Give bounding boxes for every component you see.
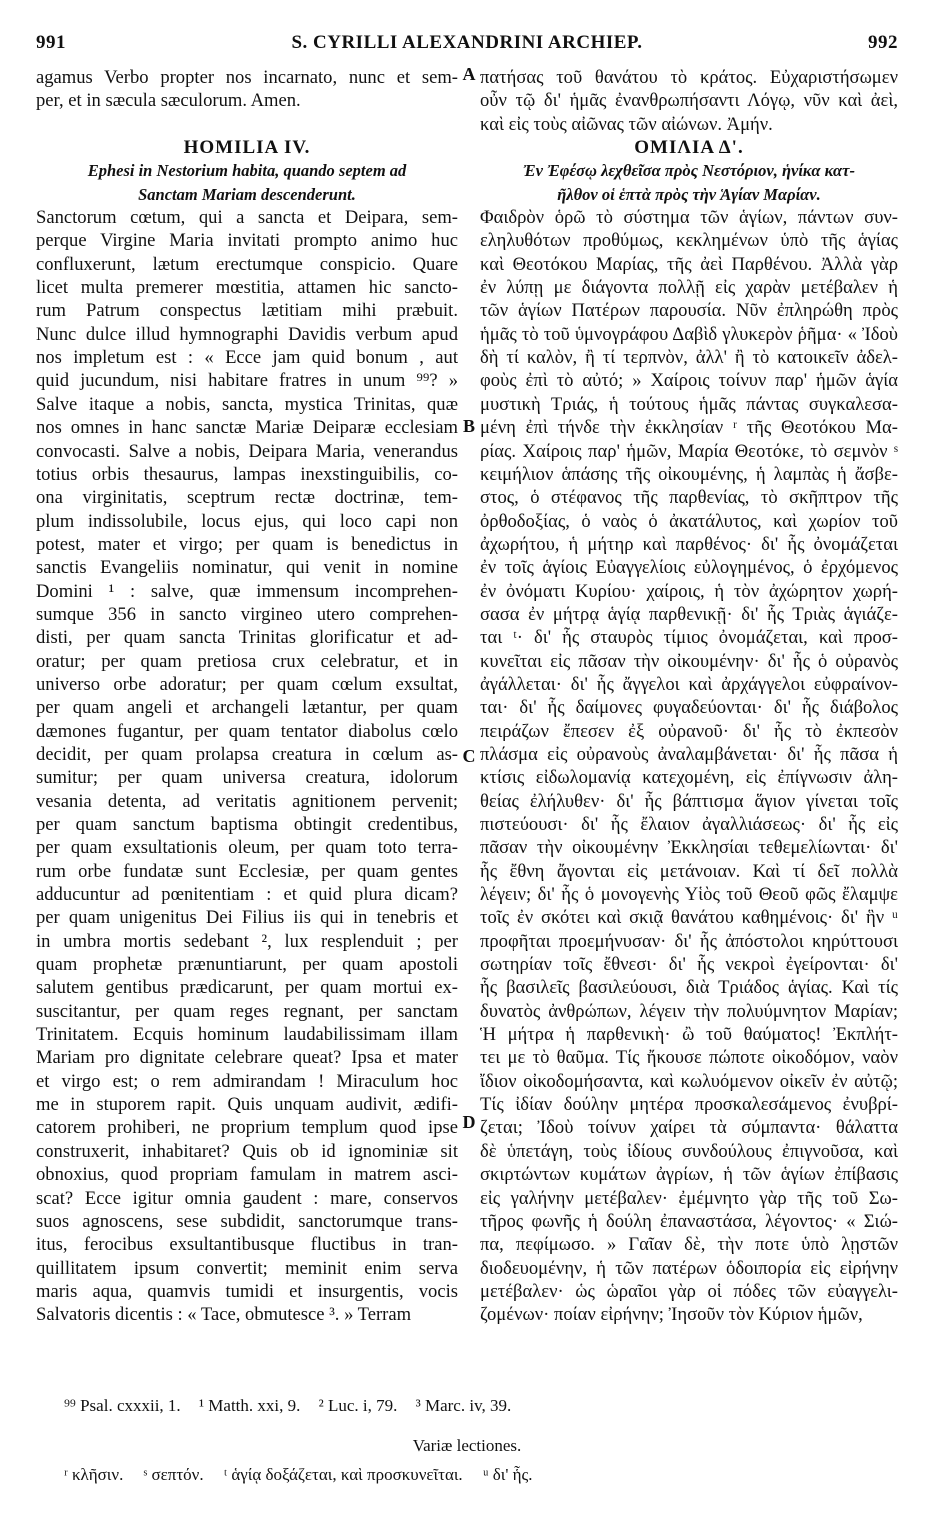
greek-text-line: μετέβαλεν· ὡς ὡραῖοι γὰρ οἱ πόδες τῶν εὐαγγελι- — [480, 1280, 898, 1302]
greek-text-line: φοὺς ἐπὶ τὸ αὐτό; » Χαίροις τοίνυν παρ' ἡμῶν ἁγία — [480, 370, 898, 392]
latin-text-line: HOMILIA IV. — [183, 137, 311, 159]
latin-text-line: quillitatem ipsum convertit; meminit enim serva — [36, 1257, 458, 1279]
greek-text-line: Ἐν Ἐφέσῳ λεχθεῖσα πρὸς Νεστόριον, ἡνίκα κατ- — [523, 161, 855, 181]
latin-text-line: quid jucundum, nisi habitare fratres in unum ⁹⁹? » — [36, 370, 458, 392]
greek-text-line: ἐν τοῖς ἁγίοις Εὐαγγελίοις εὐλογημένος, ὁ ἐρχόμενος — [480, 557, 898, 579]
greek-text-line: μένη ἐπὶ τήνδε τὴν ἐκκλησίαν ʳ τῆς Θεοτόκου Μα- — [480, 417, 898, 439]
latin-text-line: sumitur; per quam universa creatura, idolorum — [36, 767, 458, 789]
latin-text-line: ona virginitatis, sceptrum rectæ doctrinæ, tem- — [36, 487, 458, 509]
greek-text-line: ῆλθον οἱ ἑπτὰ πρὸς τὴν Ἁγίαν Μαρίαν. — [557, 184, 821, 204]
latin-text-line: dæmones fugantur, per quam tentator diabolus cœlo — [36, 720, 458, 742]
footnote: ⁹⁹ Psal. cxxxii, 1. — [64, 1396, 181, 1415]
latin-text-line: Trinitatem. Ecquis hominum laudabilissimam illam — [36, 1024, 458, 1046]
greek-text-line: οὖν τῷ δι' ἡμᾶς ἐνανθρωπήσαντι Λόγῳ, νῦν καὶ ἀεὶ, — [480, 90, 898, 112]
greek-text-line: ται ᵗ· δι' ἧς σταυρὸς τίμιος ὀνομάζεται, καὶ προσ- — [480, 627, 898, 649]
greek-text-line: πιστεύουσι· δι' ἧς ἔλαιον ἀγαλλιάσεως· δι' ἧς εἰς — [480, 814, 898, 835]
latin-text-line: suscitantur, per quam reges regnant, per sanctam — [36, 1000, 458, 1022]
latin-text-line: suos agnoscens, sese subdidit, sanctorumque trans- — [36, 1210, 458, 1232]
greek-text-line: σασα ἐν μήτρᾳ ἁγίᾳ παρθενικῇ· δι' ἧς Τριὰς ἁγιάζε- — [480, 603, 898, 625]
greek-text-line: θείας ἐλήλυθεν· δι' ἧς βάπτισμα ἅγιον γίνεται τοῖς — [480, 790, 898, 812]
latin-text-line: per, et in sæcula sæculorum. Amen. — [36, 90, 301, 112]
greek-text-line: εἰς γαλήνην μετέβαλεν· ἐμέμνητο γὰρ τῆς τοῦ Σω- — [480, 1187, 898, 1209]
latin-text-line: agamus Verbo propter nos incarnato, nunc et sem- — [36, 67, 458, 88]
latin-text-line — [36, 113, 458, 136]
greek-text-line: τῆρος φωνῆς ἡ δούλη ἐπαναστάσα, λέγοντος· « Σιώ- — [480, 1210, 898, 1232]
greek-text-line: καὶ Θεοτόκου Μαρίας, τῆς ἀεὶ Παρθένου. Ἀλλὰ γὰρ — [480, 253, 898, 275]
latin-column — [36, 66, 458, 1327]
greek-text-line: εληλυθότων προθύμως, κεκλημένων ὑπὸ τῆς ἁγίας — [480, 230, 898, 252]
latin-text-line: Sanctorum cœtum, qui a sancta et Deipara, sem- — [36, 207, 458, 229]
latin-text-line: universo orbe adoratur; per quam cœlum exsultat, — [36, 673, 458, 695]
greek-text-line: δὲ ὑπετάγη, τοὺς ἰδίους συνδούλους ἐπιγνοῦσα, καὶ — [480, 1140, 898, 1162]
greek-text-line: ἧς βασιλεῖς βασιλεύουσι, διὰ Τριάδος ἁγίας. Καὶ τίς — [480, 977, 898, 999]
variant-reading: ᵗ ἁγίᾳ δοξάζεται, καὶ προσκυνεῖται. — [223, 1465, 463, 1484]
latin-text-line: nos omnes in hanc sanctæ Mariæ Deiparæ ecclesiam — [36, 417, 458, 439]
greek-column — [480, 66, 898, 1327]
greek-text-line: διοδευομένην, ἡ τῶν πατέρων ὁδοιπορία εἰς εἰρήνην — [480, 1257, 898, 1279]
margin-marker-c: C — [462, 746, 476, 766]
latin-text-line: Mariam pro dignitate celebrare queat? Ipsa et mater — [36, 1047, 458, 1069]
latin-text-line: construxerit, inhabitaret? Quis ob id ignominiæ sit — [36, 1140, 458, 1162]
greek-text-line: Τίς ἰδίαν δούλην μητέρα προσκαλεσάμενος ἐνυβρί- — [480, 1094, 898, 1116]
latin-text-line: oratur; per quam pretiosa crux celebratur, et in — [36, 650, 458, 672]
greek-text-line: ται· δι' ἧς δαίμονες φυγαδεύονται· δι' ἧς διάβολος — [480, 697, 898, 719]
greek-text-line: Ἡ μήτρα ἡ παρθενικὴ· ὢ τοῦ θαύματος! Ἐκπλήτ- — [480, 1024, 898, 1046]
latin-text-line: catorem prohiberi, ne proprium templum quod ipse — [36, 1117, 458, 1139]
footnote: ¹ Matth. xxi, 9. — [198, 1396, 301, 1415]
greek-text-line: κτίσις εἰδωλομανίᾳ κατεχομένη, εἰς ἐπίγνωσιν ἀλη- — [480, 767, 898, 789]
greek-text-line: τοῖς ἐν σκότει καὶ σκιᾷ θανάτου καθημένοις· δι' ἣν ᵘ — [480, 907, 898, 929]
greek-text-line: ζομένων· ποίαν εἰρήνην; Ἰησοῦν τὸν Κύριον ἡμῶν, — [480, 1304, 863, 1326]
greek-text-line: πλάσμα εἰς οὐρανοὺς ἀναλαμβάνεται· δι' ἧς πᾶσα ἡ — [480, 743, 898, 765]
greek-text-line: ἀγάλλεται· δι' ἧς ἄγγελοι καὶ ἀρχάγγελοι εὐφραίνον- — [480, 673, 898, 695]
latin-text-line: Domini ¹ : salve, quæ immensum incomprehen- — [36, 580, 458, 602]
greek-text-line: κυνεῖται εἰς πᾶσαν τὴν οἰκουμένην· δι' ἧς ὁ οὐρανὸς — [480, 650, 898, 672]
latin-text-line: per quam unigenitus Dei Filius iis qui in tenebris et — [36, 907, 458, 929]
page-number-left: 991 — [36, 32, 66, 53]
greek-text-line: ἡμᾶς τὸ τοῦ ὑμνογράφου Δαβὶδ γλυκερὸν ῥῆμα· « Ἰδοὺ — [480, 323, 898, 345]
margin-marker-a: A — [462, 64, 476, 84]
greek-text-line: πα, πεφίμωσο. » Γαῖαν δὲ, τὴν ποτε ὑπὸ λῃστῶν — [480, 1234, 898, 1256]
variant-reading: ᵘ δι' ἧς. — [482, 1465, 533, 1484]
latin-text-line: sanctis Evangeliis nominatur, qui venit in nomine — [36, 557, 458, 579]
latin-text-line: vesania detenta, ad veritatis agnitionem pervenit; — [36, 790, 458, 812]
latin-text-line: nos impletum est : « Ecce jam quid bonum , aut — [36, 347, 458, 369]
latin-text-line: Sanctam Mariam descenderunt. — [138, 184, 356, 204]
latin-text-line: per quam angeli et archangeli lætantur, per quam — [36, 697, 458, 719]
greek-text-line: πατήσας τοῦ θανάτου τὸ κράτος. Εὐχαριστήσωμεν — [480, 67, 898, 88]
greek-text-line: σκιρτώντων κυμάτων ἀγρίων, ἡ τῶν ἁγίων ἐπίβασις — [480, 1164, 898, 1186]
latin-text-line: quam prophetæ prænuntiarunt, per quam apostoli — [36, 954, 458, 976]
footnotes — [64, 1396, 898, 1416]
greek-text-line: ἐν λύπῃ με διάγοντα πολλῇ εἰς χαρὰν μετέβαλεν ἡ — [480, 277, 898, 299]
greek-text-line: ἴδιον οἰκοδομήσαντα, καὶ κωλυόμενον οἰκεῖν ἐν αὐτῷ; — [480, 1070, 898, 1092]
latin-text-line: disti, per quam sancta Trinitas glorificatur et ad- — [36, 627, 458, 649]
greek-text-line: μυστικὴ Τριάς, ἡ τούτους ἡμᾶς πάντας συγκαλεσα- — [480, 393, 898, 415]
latin-text-line: potest, mater et virgo; per quam is benedictus in — [36, 533, 458, 555]
greek-text-line: δυνατὸς ἀνθρώπων, λέγειν τὴν πολυύμνητον Μαρίαν; — [480, 1000, 898, 1022]
greek-text-line: καὶ εἰς τοὺς αἰῶνας τῶν αἰώνων. Ἀμήν. — [480, 113, 773, 135]
latin-text-line: per quam sanctum baptisma obtingit credentibus, — [36, 814, 458, 835]
greek-text-line: κειμήλιον ἁπάσης τῆς οἰκουμένης, ἡ λαμπὰς ἡ ἄσβε- — [480, 463, 898, 485]
latin-text-line: scat? Ecce igitur omnia gaudent : mare, conservos — [36, 1187, 458, 1209]
latin-text-line: me in stuporem rapit. Quis unquam audivit, ædifi- — [36, 1094, 458, 1116]
latin-text-line: Salve itaque a nobis, sancta, mystica Trinitas, quæ — [36, 393, 458, 415]
latin-text-line: Salvatoris dicentis : « Tace, obmutesce ³. » Terram — [36, 1304, 412, 1326]
latin-text-line: totius orbis thesaurus, lampas inexstinguibilis, co- — [36, 463, 458, 485]
greek-text-line: ζεται; Ἰδοὺ τοίνυν χαίρει τὰ σύμπαντα· θάλαττα — [480, 1117, 898, 1139]
greek-text-line: Φαιδρὸν ὁρῶ τὸ σύστημα τῶν ἁγίων, πάντων συν- — [480, 207, 898, 229]
greek-text-line: σωτηρίαν τοῖς ἔθνεσι· δι' ἧς νεκροὶ ἐγείρονται· δι' — [480, 954, 898, 976]
greek-text-line: πειράζων ἔπεσεν ἐξ οὐρανοῦ· δι' ἧς τὸ ἐκπεσὸν — [480, 720, 898, 742]
latin-text-line: plum indissolubile, locus ejus, qui loco capi non — [36, 510, 458, 532]
latin-text-line: maris aqua, quamvis tumidi et insurgentis, vocis — [36, 1280, 458, 1302]
latin-text-line: et virgo est; o rem admirandam ! Miraculum hoc — [36, 1070, 458, 1092]
footnote: ³ Marc. iv, 39. — [415, 1396, 512, 1415]
greek-text-line: στος, ὁ στέφανος τῆς παρθενίας, τὸ σκῆπτρον τῆς — [480, 487, 898, 509]
greek-text-line: προφῆται προεμήνυσαν· δι' ἧς ἀπόστολοι κηρύττουσι — [480, 930, 898, 952]
greek-text-line: ἐν ὀνόματι Κυρίου· χαίροις, ἡ τὸν ἀχώρητον χωρή- — [480, 580, 898, 602]
greek-text-line: ὀρθοδοξίας, ὁ ναὸς ὁ ἀκατάλυτος, καὶ χωρίον τοῦ — [480, 510, 898, 532]
latin-text-line: Ephesi in Nestorium habita, quando septem ad — [87, 161, 407, 181]
margin-marker-d: D — [462, 1112, 476, 1132]
latin-text-line: convocasti. Salve a nobis, Deipara Maria, venerandus — [36, 440, 458, 462]
margin-marker-b: B — [462, 416, 475, 436]
latin-text-line: adducuntur ad pœnitentiam : et quid plura dicam? — [36, 884, 458, 906]
latin-text-line: decidit, per quam prolapsa creatura in cœlum as- — [36, 743, 458, 765]
latin-text-line: confluxerunt, lætum erectumque conspicio. Quare — [36, 253, 458, 275]
latin-text-line: rum Patrum conspectus lætitiam mihi præbuit. — [36, 300, 458, 322]
variant-reading: ʳ κλῆσιν. — [64, 1465, 124, 1484]
variant-reading: ˢ σεπτόν. — [143, 1465, 204, 1484]
latin-text-line: per quam exsultationis oleum, per quam toto terra- — [36, 837, 458, 859]
latin-text-line: perque Virgine Maria invitati prompto animo huc — [36, 230, 458, 252]
greek-text-line: λέγειν; δι' ἧς ὁ μονογενὴς Υἱὸς τοῦ Θεοῦ φῶς ἔλαμψε — [480, 884, 898, 906]
latin-text-line: in umbra mortis sedebant ², lux resplenduit ; per — [36, 930, 458, 952]
latin-text-line: obnoxius, quod propriam famulam in matrem asci- — [36, 1164, 458, 1186]
greek-text-line: ἀχωρήτου, ἡ μήτηρ καὶ παρθένος· δι' ἧς ὀνομάζεται — [480, 533, 898, 555]
greek-text-line: τει με τὸ θαῦμα. Τίς ἤκουσε πώποτε οἰκοδόμον, ναὸν — [480, 1047, 898, 1069]
running-title: S. CYRILLI ALEXANDRINI ARCHIEP. — [291, 32, 643, 53]
latin-text-line: itus, ferocibus exsultantibusque fluctibus in tran- — [36, 1234, 458, 1256]
latin-text-line: rum orbe fundatæ sunt Ecclesiæ, per quam gentes — [36, 860, 458, 882]
variae-lectiones-title: Variæ lectiones. — [412, 1436, 522, 1455]
greek-text-line: ἧς ἔθνη ἄγονται εἰς μετάνοιαν. Καὶ τί δεῖ πολλὰ — [480, 860, 898, 882]
latin-text-line: salutem gentibus prædicarunt, per quam mortui ex- — [36, 977, 458, 999]
footnote: ² Luc. i, 79. — [318, 1396, 398, 1415]
latin-text-line: licet multa premerer mœstitia, attamen hic sancto- — [36, 277, 458, 299]
running-header — [36, 32, 898, 62]
greek-text-line: ΟΜΙΛΙΑ Δ'. — [634, 137, 744, 159]
greek-text-line: τῶν ἁγίων Πατέρων παρουσία. Νῦν ἐπληρώθη πρὸς — [480, 300, 898, 322]
latin-text-line: Nunc dulce illud hymnographi Davidis verbum apud — [36, 323, 458, 345]
variae-lectiones — [64, 1465, 898, 1485]
page-number-right: 992 — [868, 32, 898, 53]
greek-text-line: πᾶσαν τὴν οἰκουμένην Ἐκκλησίαι τεθεμελίωνται· δι' — [480, 837, 898, 859]
greek-text-line: δὴ τί καλὸν, ἢ τί τερπνὸν, ἀλλ' ἢ τὸ κατοικεῖν ἀδελ- — [480, 347, 898, 369]
latin-text-line: sumque 356 in sancto virgineo utero comprehen- — [36, 603, 458, 625]
greek-text-line: ρίας. Χαίροις παρ' ἡμῶν, Μαρία Θεοτόκε, τὸ σεμνὸν ˢ — [480, 440, 898, 462]
